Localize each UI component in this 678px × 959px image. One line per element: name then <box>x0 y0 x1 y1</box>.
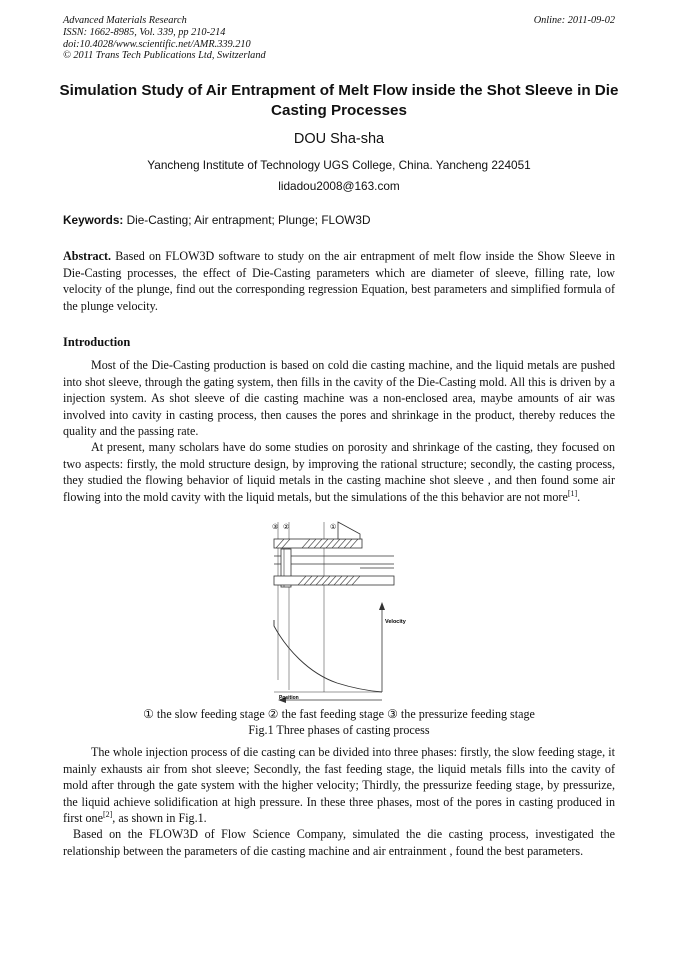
citation-ref-2: [2] <box>102 810 113 820</box>
velocity-label: Velocity <box>385 619 406 625</box>
velocity-arrow-icon <box>379 602 385 610</box>
intro-paragraph-1: Most of the Die-Casting production is based on cold die casting machine, and the liquid metals are pushed into shot sleeve, through the gating system, then fills in the cavity of the Die-Casting mold. All this is driven by a injection system. As shot sleeve of die casting machine was a non-enclosed area, maybe amounts of air was involved into cavity in casting process, then causes the pores and shrinkage in the product, thereby reduces the quality and the passing rate. <box>63 358 615 439</box>
velocity-curve <box>274 620 382 692</box>
author-name: DOU Sha-sha <box>293 131 385 147</box>
section-heading-introduction: Introduction <box>63 335 131 349</box>
author-email: lidadou2008@163.com <box>278 179 400 193</box>
intro-paragraph-2-text: At present, many scholars have do some studies on porosity and shrinkage of the casting, they focused on two aspects: firstly, the mold structure design, by improving the rational structure; secondly, the casting process, they studied the flowing behavior of liquid metals in the casting machine shot sleeve , and then found some air flowing into the mold cavity with the liquid metals, but the simulations of the this behavior are not more <box>63 440 615 504</box>
intro-paragraph-3 <box>63 744 615 827</box>
keywords-text: Die-Casting; Air entrapment; Plunge; FLOW3D <box>123 213 371 227</box>
figure-caption: Fig.1 Three phases of casting process <box>248 723 430 737</box>
intro-paragraph-3-end: , as shown in Fig.1. <box>112 811 207 826</box>
doi-line: doi:10.4028/www.scientific.net/AMR.339.210 <box>63 38 251 50</box>
lower-die-block <box>274 576 394 585</box>
intro-paragraph-2 <box>63 439 615 505</box>
affiliation: Yancheng Institute of Technology UGS College, China. Yancheng 224051 <box>147 158 531 172</box>
stage-marker-2: ② <box>283 523 290 531</box>
paper-title: Simulation Study of Air Entrapment of Melt Flow inside the Shot Sleeve in Die Casting Processes <box>59 82 619 119</box>
figure-stage-caption: ① the slow feeding stage ② the fast feeding stage ③ the pressurize feeding stage <box>143 707 535 721</box>
intro-paragraph-4: Based on the FLOW3D of Flow Science Company, simulated the die casting process, investigated the relationship between the parameters of die casting machine and air entrainment , found the best parameters. <box>63 827 615 858</box>
abstract <box>63 248 615 314</box>
intro-paragraph-3-text: The whole injection process of die casting can be divided into three phases: firstly, the slow feeding stage, it mainly exhausts air from shot sleeve; Secondly, the fast feeding stage, the liquid metals fills into the cavity of mold after through the gate system with the higher velocity; Thirdly, the pressurize feeding stage, by pressurize, the liquid achieve solidification at high pressure. In these three phases, most of the pores in casting produced in first one <box>63 745 615 826</box>
abstract-label: Abstract. <box>63 249 112 263</box>
three-phases-diagram <box>262 520 412 706</box>
online-date: Online: 2011-09-02 <box>533 15 615 26</box>
stage-marker-1: ① <box>330 523 337 531</box>
copyright-line: © 2011 Trans Tech Publications Ltd, Switzerland <box>63 50 266 62</box>
citation-ref-1: [1] <box>567 488 578 498</box>
abstract-text: Based on FLOW3D software to study on the air entrapment of melt flow inside the Show Sleeve in Die-Casting processes, the effect of Die-Casting parameters which are diameter of sleeve, filling rate, low velocity of the plunge, find out the corresponding regression Equation, best parameters and simplified formula of the plunge velocity. <box>63 249 615 313</box>
nozzle-flange <box>338 522 360 539</box>
journal-header <box>63 15 266 62</box>
keywords <box>63 213 371 227</box>
intro-paragraph-2-end: . <box>577 489 581 504</box>
position-label: Position <box>279 695 299 701</box>
issn-line: ISSN: 1662-8985, Vol. 339, pp 210-214 <box>63 26 226 38</box>
journal-name: Advanced Materials Research <box>63 15 187 26</box>
keywords-label: Keywords: <box>63 213 124 227</box>
figure-1 <box>262 520 412 706</box>
stage-marker-3: ③ <box>272 523 279 531</box>
